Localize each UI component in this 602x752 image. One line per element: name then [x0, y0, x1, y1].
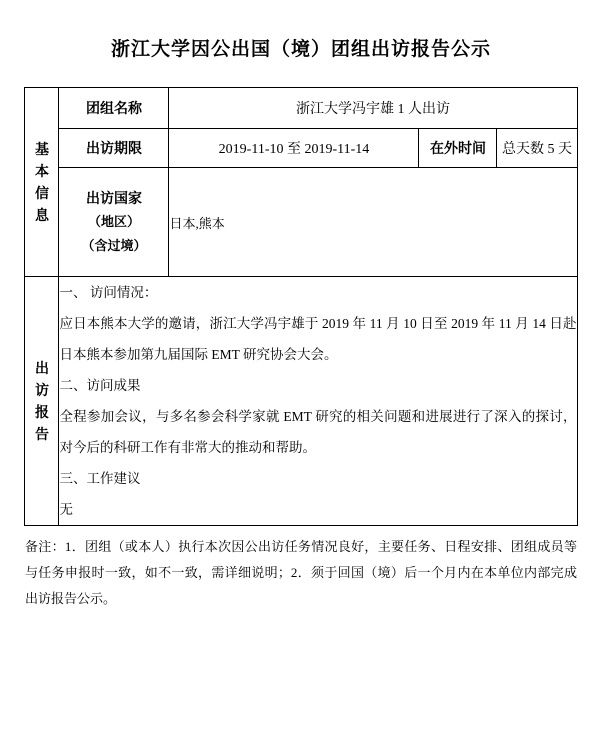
country-label — [59, 168, 169, 277]
page-title: 浙江大学因公出国（境）团组出访报告公示 — [110, 39, 491, 60]
table-row — [25, 129, 577, 168]
country-label-line1: 出访国家 — [85, 190, 142, 206]
country-value: 日本,熊本 — [169, 168, 577, 277]
report-paragraph-2: 全程参加会议，与多名参会科学家就 EMT 研究的相关问题和进展进行了深入的探讨，对今后的科研工作有非常大的推动和帮助。 — [59, 409, 577, 455]
document-page — [0, 34, 602, 752]
report-label-char-1: 出 — [34, 360, 49, 376]
period-label: 出访期限 — [59, 129, 169, 168]
report-heading-2: 二、访问成果 — [59, 378, 141, 393]
country-label-line2: （地区） — [87, 214, 140, 229]
report-table — [24, 87, 577, 526]
group-name-label: 团组名称 — [59, 88, 169, 129]
duration-label: 在外时间 — [419, 129, 497, 168]
table-row — [25, 277, 577, 526]
report-paragraph-1: 应日本熊本大学的邀请，浙江大学冯宇雄于 2019 年 11 月 10 日至 2019 年 11 月 14 日赴日本熊本参加第九届国际 EMT 研究协会大会。 — [59, 316, 577, 362]
report-label-char-2: 访 — [34, 382, 49, 398]
group-name-value: 浙江大学冯宇雄 1 人出访 — [169, 88, 577, 129]
period-value: 2019-11-10 至 2019-11-14 — [169, 129, 419, 168]
report-heading-3: 三、工作建议 — [59, 471, 141, 486]
section-label-report — [25, 277, 59, 526]
table-row — [25, 88, 577, 129]
basic-info-char-2: 本 — [34, 163, 49, 179]
table-row — [25, 168, 577, 277]
report-paragraph-3: 无 — [59, 502, 73, 517]
country-label-line3: （含过境） — [81, 238, 147, 253]
basic-info-char-3: 信 — [34, 185, 49, 201]
report-heading-1: 一、 访问情况： — [59, 285, 158, 300]
duration-value: 总天数 5 天 — [497, 129, 577, 168]
footer-remark: 备注：1．团组（或本人）执行本次因公出访任务情况良好，主要任务、日程安排、团组成员等与任务申报时一致，如不一致，需详细说明；2．须于回国（境）后一个月内在本单位内部完成出访报告公示。 — [25, 539, 577, 606]
basic-info-char-1: 基 — [34, 141, 49, 157]
section-label-basic-info — [25, 88, 59, 277]
report-content — [59, 277, 577, 526]
report-label-char-4: 告 — [34, 426, 49, 442]
basic-info-char-4: 息 — [34, 207, 49, 223]
report-label-char-3: 报 — [34, 404, 49, 420]
